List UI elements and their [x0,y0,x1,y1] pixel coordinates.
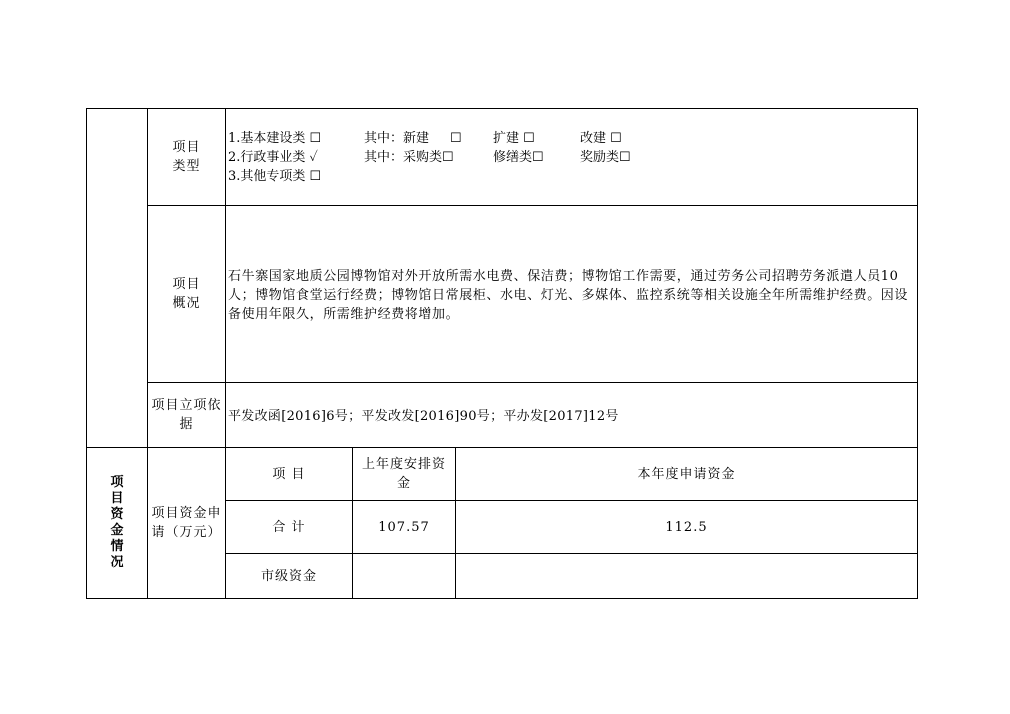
category-basic-construction: 1.基本建设类 ☐ [228,131,322,146]
funding-section-label-text: 项 目 资 金 情 况 [110,475,124,570]
option-renovation: 改建 ☐ [580,131,622,146]
funding-city-last-year [353,554,455,598]
funding-total-last-year: 107.57 [378,519,430,535]
project-overview-label: 项目 概况 [172,277,201,311]
funding-city-label: 市级资金 [260,568,317,584]
new-build-checkbox: ☐ [450,131,462,146]
project-type-row-2 [228,148,648,167]
funding-section-label [87,448,147,598]
funding-header-last-year: 上年度安排资 金 [361,457,446,491]
category-administrative: 2.行政事业类 ✓ [228,150,318,165]
funding-header-item: 项 目 [272,466,306,482]
table-border-right [917,108,918,599]
option-repair: 修缮类☐ [493,150,544,165]
grid-h-row2 [147,382,918,383]
category-other-special: 3.其他专项类 ☐ [228,169,322,184]
project-type-label: 项目 类型 [172,140,201,174]
project-type-row-3 [228,167,428,186]
funding-total-this-year: 112.5 [665,519,708,535]
project-overview-text: 石牛寨国家地质公园博物馆对外开放所需水电费、保洁费；博物馆工作需要，通过劳务公司招聘劳务派遣人员10人；博物馆食堂运行经费；博物馆日常展柜、水电、灯光、多媒体、监控系统等相关设施全年所需维护经费。因设备使用年限久，所需维护经费将增加。 [228,269,909,322]
project-type-row-1 [228,129,648,148]
table-border-bottom [86,598,918,599]
grid-h-row1 [147,205,918,206]
project-basis-text: 平发改函[2016]6号；平发改发[2016]90号；平办发[2017]12号 [228,409,619,424]
option-expansion: 扩建 ☐ [493,131,535,146]
sub-label-procurement: 其中：采购类☐ [364,150,454,165]
option-reward: 奖励类☐ [580,150,631,165]
project-basis-label: 项目立项依 据 [151,398,222,432]
sub-label-new-build: 其中：新建 [364,131,430,146]
funding-header-this-year: 本年度申请资金 [637,466,736,482]
funding-application-label: 项目资金申 请（万元） [151,506,222,540]
funding-total-label: 合 计 [272,519,306,535]
funding-city-this-year [456,554,917,598]
